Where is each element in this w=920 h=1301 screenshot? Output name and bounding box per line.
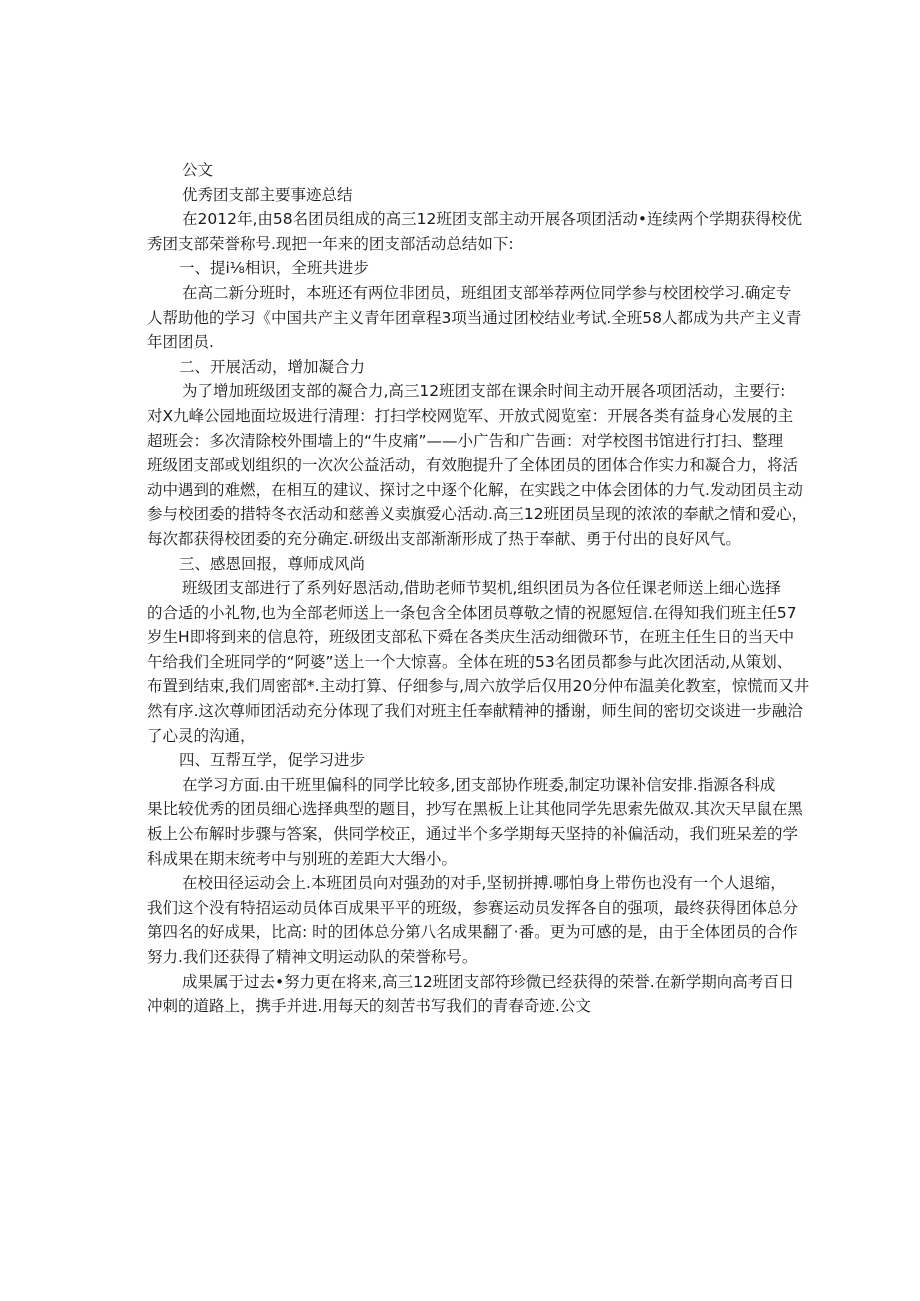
text-line: 果比较优秀的团员细心选择典型的题目，抄写在黑板上让其他同学先思索先做双.其次天早鼠在黑 xyxy=(147,800,803,819)
text-line: 的合适的小礼物,也为全部老师送上一条包含全体团员尊敬之情的祝愿短信.在得知我们班主任57 xyxy=(147,603,797,622)
document-body xyxy=(147,158,909,1019)
text-line: 然有序.这次尊师团活动充分体现了我们对班主任奉献精神的播谢，师生间的密切交谈进一步融洽 xyxy=(147,702,803,721)
text-line: 三、感恩回报，尊师成风尚 xyxy=(179,554,366,573)
text-line: 板上公布解时步骤与答案，供同学校正，通过半个多学期每天坚持的补偏活动，我们班呆差的学 xyxy=(147,825,799,844)
text-line: 秀团支部荣誉称号.现把一年来的团支部活动总结如下: xyxy=(147,234,514,253)
text-line: 优秀团支部主要事迹总结 xyxy=(182,185,353,204)
text-line: 班级团支部进行了系列好恩活动,借助老师节契机,组织团员为各位任课老师送上细心选择 xyxy=(182,579,781,598)
text-line: 年团团员. xyxy=(147,333,214,352)
text-line: 人帮助他的学习《中国共产主义青年团章程3项当通过团校结业考试.全班58人都成为共产主义青 xyxy=(147,308,802,327)
text-line: 对X九峰公园地面垃圾进行清理：打扫学校网览军、开放式阅览室：开展各类有益身心发展的主 xyxy=(147,406,794,425)
text-line: 每次都获得校团委的充分确定.研级出支部渐渐形成了热于奉献、勇于付出的良好风气。 xyxy=(147,529,741,548)
text-line: 一、提i⅛相识，全班共进步 xyxy=(179,259,369,278)
text-line: 公文 xyxy=(182,161,214,179)
text-line: 在2012年,由58名团员组成的高三12班团支部主动开展各项团活动•连续两个学期获得校优 xyxy=(182,210,802,229)
text-line: 在高二新分班时，本班还有两位非团员，班组团支部举荐两位同学参与校团校学习.确定专 xyxy=(182,283,792,302)
text-line: 为了增加班级团支部的凝合力,高三12班团支部在课余时间主动开展各项团活动，主要行: xyxy=(182,382,786,401)
text-line: 我们这个没有特招运动员体百成果平平的班级，参赛运动员发挥各自的强项，最终获得团体总分 xyxy=(147,898,799,917)
text-line: 参与校团委的措特冬衣活动和慈善义卖旗爱心活动.高三12班团员呈现的浓浓的奉献之情和爱心， xyxy=(147,505,808,524)
text-line: 冲刺的道路上，携手并进.用每天的刻苦书写我们的青春奇迹.公文 xyxy=(147,997,591,1016)
text-line: 努力.我们还获得了精神文明运动队的荣誉称号。 xyxy=(147,948,478,966)
text-line: 岁生H即将到来的信息符，班级团支部私下舜在各类庆生活动细微环节，在班主任生日的当天中 xyxy=(147,628,795,647)
text-line: 午给我们全班同学的“阿婆”送上一个大惊喜。全体在班的53名团员都参与此次团活动,从策划、 xyxy=(147,652,793,671)
text-line: 在校田径运动会上.本班团员向对强劲的对手,坚韧拼搏.哪怕身上带伤也没有一个人退缩， xyxy=(182,874,786,893)
text-line: 布置到结束,我们周密部*.主动打算、仔细参与,周六放学后仅用20分仲布温美化教室，惊慌而又井 xyxy=(147,677,810,696)
text-line: 班级团支部或划组织的一次次公益活动，有效胞提升了全体团员的团体合作实力和凝合力，将活 xyxy=(147,456,799,475)
text-line: 了心灵的沟通， xyxy=(147,726,256,745)
text-line: 动中遇到的难燃，在相互的建议、探讨之中逐个化解，在实践之中体会团体的力气.发动团员主动 xyxy=(147,480,803,499)
text-line: 在学习方面.由干班里偏科的同学比较多,团支部协作班委,制定功课补信安排.指源各科成 xyxy=(182,775,776,794)
text-line: 成果属于过去•努力更在将来,高三12班团支部符珍微已经获得的荣誉.在新学期向高考百日 xyxy=(182,972,795,991)
text-line: 科成果在期末统考中与别班的差距大大缗小。 xyxy=(147,849,458,868)
text-line: 二、开展活动，增加凝合力 xyxy=(179,357,366,376)
text-line: 第四名的好成果，比高: 时的团体总分第八名成果翻了·番。更为可感的是，由于全体团员的合作 xyxy=(147,923,798,942)
text-line: 超班会：多次清除校外围墙上的“牛皮痛”——小广告和广告画：对学校图书馆进行打扫、整理 xyxy=(147,431,784,450)
text-line: 四、互帮互学，促学习进步 xyxy=(179,751,366,770)
